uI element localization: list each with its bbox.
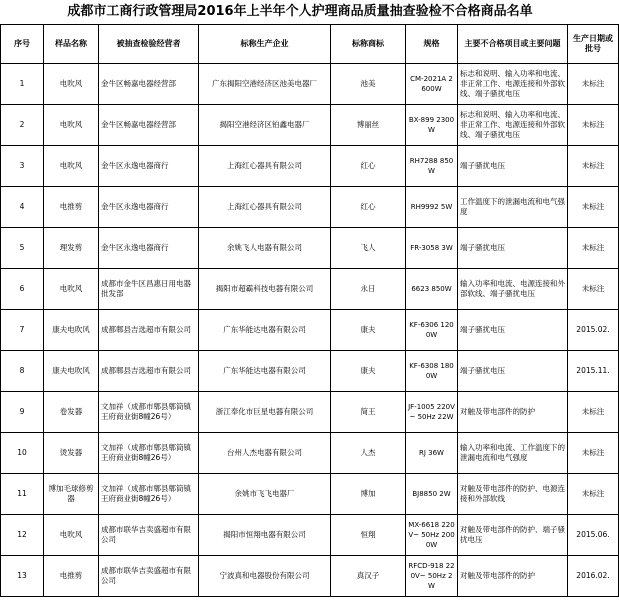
issue-cell: 对触及带电部件的防护、电源连接和外部软线 <box>458 474 568 515</box>
header-cell: 样品名称 <box>44 25 99 64</box>
issue-cell: 工作温度下的泄漏电流和电气强度 <box>458 187 568 228</box>
table-row <box>1 556 619 597</box>
production-date-cell: 未标注 <box>568 228 619 269</box>
table-row <box>1 433 619 474</box>
brand-cell: 飞人 <box>331 228 406 269</box>
table-row <box>1 269 619 310</box>
results-table <box>0 24 619 597</box>
production-date-cell: 2016.02. <box>568 556 619 597</box>
table-row <box>1 146 619 187</box>
seller-cell: 金牛区永逸电器商行 <box>99 228 199 269</box>
header-row <box>1 25 619 64</box>
brand-cell: 康夫 <box>331 310 406 351</box>
table-row <box>1 187 619 228</box>
table-wrapper <box>0 24 613 600</box>
table-row <box>1 515 619 556</box>
brand-cell: 康夫 <box>331 351 406 392</box>
production-date-cell: 未标注 <box>568 146 619 187</box>
production-date-cell: 2015.06. <box>568 515 619 556</box>
spec-cell: RJ 36W <box>406 433 458 474</box>
spec-cell: FR-3058 3W <box>406 228 458 269</box>
row-number-cell: 11 <box>1 474 44 515</box>
spec-cell: RH7288 850W <box>406 146 458 187</box>
manufacturer-cell: 台州人杰电器有限公司 <box>199 433 331 474</box>
issue-cell: 标志和说明、输入功率和电流、非正常工作、电源连接和外部软线、端子骚扰电压 <box>458 105 568 146</box>
table-row <box>1 64 619 105</box>
page-title: 成都市工商行政管理局2016年上半年个人护理商品质量抽查验检不合格商品名单 <box>67 4 533 19</box>
row-number-cell: 7 <box>1 310 44 351</box>
header-cell: 规格 <box>406 25 458 64</box>
brand-cell: 池美 <box>331 64 406 105</box>
manufacturer-cell: 上海红心器具有限公司 <box>199 146 331 187</box>
seller-cell: 文加祥（成都市郫县郫筒镇王府商业街8幢26号） <box>99 392 199 433</box>
row-number-cell: 10 <box>1 433 44 474</box>
brand-cell: 红心 <box>331 146 406 187</box>
sample-name-cell: 电吹风 <box>44 105 99 146</box>
seller-cell: 金牛区永逸电器商行 <box>99 187 199 228</box>
seller-cell: 成都郫县吉选超市有限公司 <box>99 310 199 351</box>
manufacturer-cell: 上海红心器具有限公司 <box>199 187 331 228</box>
manufacturer-cell: 广东揭阳空港经济区池美电器厂 <box>199 64 331 105</box>
spec-cell: BJ8850 2W <box>406 474 458 515</box>
issue-cell: 端子骚扰电压 <box>458 146 568 187</box>
brand-cell: 永日 <box>331 269 406 310</box>
brand-cell: 博加 <box>331 474 406 515</box>
spec-cell: JF-1005 220V~ 50Hz 22W <box>406 392 458 433</box>
seller-cell: 文加祥（成都市郫县郫筒镇王府商业街8幢26号） <box>99 433 199 474</box>
issue-cell: 端子骚扰电压 <box>458 310 568 351</box>
issue-cell: 对触及带电部件的防护 <box>458 392 568 433</box>
sample-name-cell: 烫发器 <box>44 433 99 474</box>
sample-name-cell: 康夫电吹风 <box>44 351 99 392</box>
manufacturer-cell: 浙江奉化市巨星电器有限公司 <box>199 392 331 433</box>
header-cell: 生产日期或批号 <box>568 25 619 64</box>
issue-cell: 对触及带电部件的防护 <box>458 556 568 597</box>
brand-cell: 简王 <box>331 392 406 433</box>
row-number-cell: 6 <box>1 269 44 310</box>
row-number-cell: 12 <box>1 515 44 556</box>
table-row <box>1 310 619 351</box>
production-date-cell: 未标注 <box>568 105 619 146</box>
row-number-cell: 8 <box>1 351 44 392</box>
manufacturer-cell: 广东华能达电器有限公司 <box>199 310 331 351</box>
spec-cell: BX-899 2300W <box>406 105 458 146</box>
spec-cell: CM-2021A 2600W <box>406 64 458 105</box>
production-date-cell: 未标注 <box>568 392 619 433</box>
sample-name-cell: 电推剪 <box>44 556 99 597</box>
table-row <box>1 351 619 392</box>
sample-name-cell: 康夫电吹风 <box>44 310 99 351</box>
issue-cell: 端子骚扰电压 <box>458 228 568 269</box>
production-date-cell: 2015.02. <box>568 310 619 351</box>
manufacturer-cell: 宁波真和电器股份有限公司 <box>199 556 331 597</box>
sample-name-cell: 卷发器 <box>44 392 99 433</box>
manufacturer-cell: 广东华能达电器有限公司 <box>199 351 331 392</box>
table-row <box>1 105 619 146</box>
seller-cell: 金牛区畅嘉电器经营部 <box>99 105 199 146</box>
row-number-cell: 4 <box>1 187 44 228</box>
header-cell: 序号 <box>1 25 44 64</box>
production-date-cell: 未标注 <box>568 64 619 105</box>
brand-cell: 恒翔 <box>331 515 406 556</box>
sample-name-cell: 电推剪 <box>44 187 99 228</box>
sample-name-cell: 博加毛球修剪器 <box>44 474 99 515</box>
production-date-cell: 2015.11. <box>568 351 619 392</box>
seller-cell: 金牛区畅嘉电器经营部 <box>99 64 199 105</box>
header-cell: 标称生产企业 <box>199 25 331 64</box>
issue-cell: 输入功率和电流、电源连接和外部软线、端子骚扰电压 <box>458 269 568 310</box>
sample-name-cell: 电吹风 <box>44 64 99 105</box>
seller-cell: 金牛区永逸电器商行 <box>99 146 199 187</box>
row-number-cell: 2 <box>1 105 44 146</box>
sample-name-cell: 电吹风 <box>44 515 99 556</box>
spec-cell: 6623 850W <box>406 269 458 310</box>
issue-cell: 端子骚扰电压 <box>458 351 568 392</box>
spec-cell: RH9992 5W <box>406 187 458 228</box>
brand-cell: 博丽丝 <box>331 105 406 146</box>
sample-name-cell: 理发剪 <box>44 228 99 269</box>
row-number-cell: 1 <box>1 64 44 105</box>
row-number-cell: 9 <box>1 392 44 433</box>
seller-cell: 文加祥（成都市郫县郫筒镇王府商业街8幢26号） <box>99 474 199 515</box>
seller-cell: 成都郫县吉选超市有限公司 <box>99 351 199 392</box>
row-number-cell: 3 <box>1 146 44 187</box>
spec-cell: KF-6306 1200W <box>406 310 458 351</box>
spec-cell: RFCD-918 220V~ 50Hz 2W <box>406 556 458 597</box>
manufacturer-cell: 揭阳空港经济区铂鑫电器厂 <box>199 105 331 146</box>
spec-cell: KF-6308 1800W <box>406 351 458 392</box>
production-date-cell: 未标注 <box>568 474 619 515</box>
issue-cell: 输入功率和电流、工作温度下的泄漏电流和电气强度 <box>458 433 568 474</box>
sample-name-cell: 电吹风 <box>44 146 99 187</box>
sample-name-cell: 电吹风 <box>44 269 99 310</box>
brand-cell: 真汉子 <box>331 556 406 597</box>
manufacturer-cell: 揭阳市恒翔电器有限公司 <box>199 515 331 556</box>
spec-cell: MX-6618 220V~ 50Hz 2000W <box>406 515 458 556</box>
seller-cell: 成都市联华吉卖盛超市有限公司 <box>99 515 199 556</box>
header-cell: 主要不合格项目或主要问题 <box>458 25 568 64</box>
manufacturer-cell: 余姚飞人电器有限公司 <box>199 228 331 269</box>
header-cell: 被抽查检验经营者 <box>99 25 199 64</box>
production-date-cell: 未标注 <box>568 187 619 228</box>
issue-cell: 标志和说明、输入功率和电流、非正常工作、电源连接和外部软线、端子骚扰电压 <box>458 64 568 105</box>
row-number-cell: 5 <box>1 228 44 269</box>
brand-cell: 人杰 <box>331 433 406 474</box>
row-number-cell: 13 <box>1 556 44 597</box>
header-cell: 标称商标 <box>331 25 406 64</box>
issue-cell: 对触及带电部件的防护、端子骚扰电压 <box>458 515 568 556</box>
seller-cell: 成都市联华吉卖盛超市有限公司 <box>99 556 199 597</box>
seller-cell: 成都市金牛区昌惠日用电器批发部 <box>99 269 199 310</box>
table-row <box>1 392 619 433</box>
table-row <box>1 474 619 515</box>
manufacturer-cell: 余姚市飞飞电器厂 <box>199 474 331 515</box>
production-date-cell: 未标注 <box>568 269 619 310</box>
production-date-cell: 未标注 <box>568 433 619 474</box>
brand-cell: 红心 <box>331 187 406 228</box>
table-row <box>1 228 619 269</box>
manufacturer-cell: 揭阳市超霸科技电器有限公司 <box>199 269 331 310</box>
